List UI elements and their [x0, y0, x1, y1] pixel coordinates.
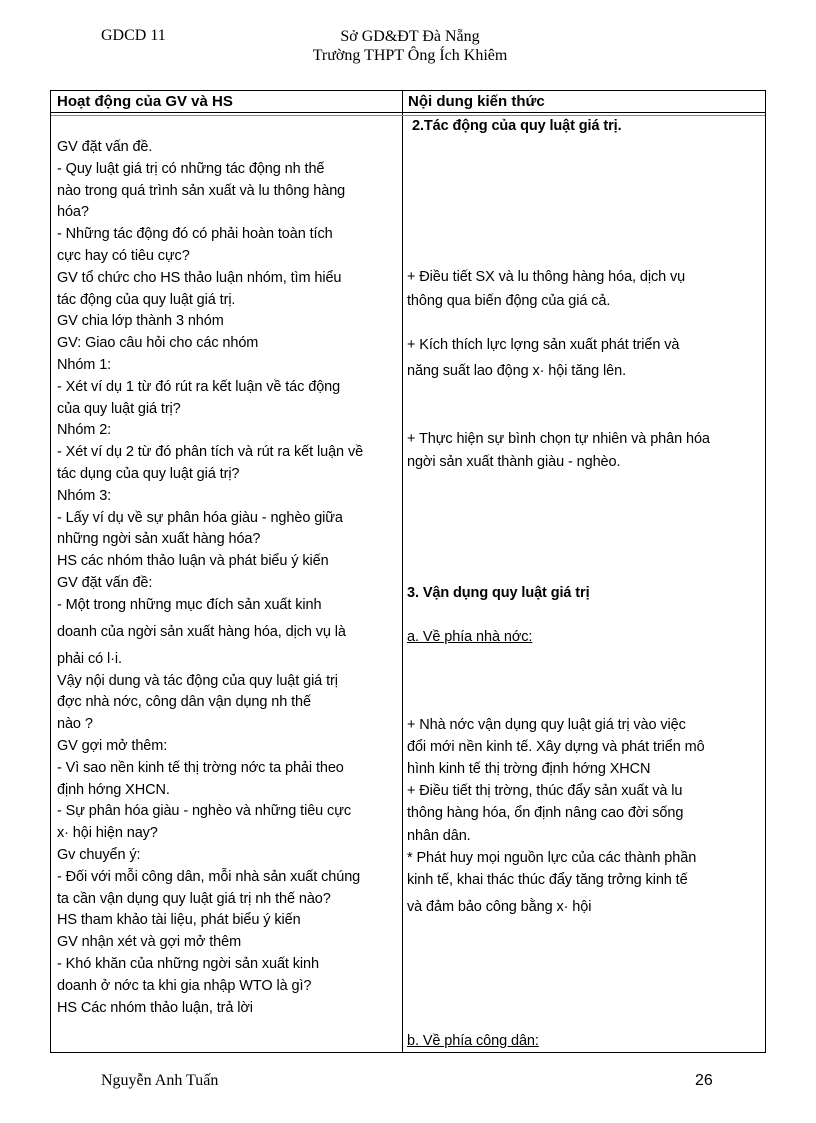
state-application-line: kinh tế, khai thác thúc đẩy tăng trởng kinh tế	[407, 872, 688, 888]
state-application-line: * Phát huy mọi nguồn lực của các thành phần	[407, 850, 697, 866]
activity-line: - Quy luật giá trị có những tác động nh thế	[57, 160, 325, 177]
state-application-line: hình kinh tế thị trờng định hớng XHCN	[407, 761, 651, 777]
effect-2-line-2: năng suất lao động x· hội tăng lên.	[407, 363, 626, 379]
header-org-line2: Trường THPT Ông Ích Khiêm	[312, 47, 508, 64]
subsection-a-state: a. Về phía nhà nớc:	[407, 629, 533, 645]
activity-line: Gv chuyển ý:	[57, 847, 141, 863]
lesson-table	[50, 90, 766, 1053]
column-header-content: Nội dung kiến thức	[408, 93, 545, 110]
section-heading-2: 2.Tác động của quy luật giá trị.	[412, 118, 622, 134]
header-organization	[260, 27, 560, 65]
activity-line: GV tổ chức cho HS thảo luận nhóm, tìm hiểu	[57, 269, 342, 286]
effect-3-line-2: ngời sản xuất thành giàu - nghèo.	[407, 454, 621, 470]
activity-line: đợc nhà nớc, công dân vận dụng nh thế	[57, 694, 311, 711]
activity-line: - Khó khăn của những ngời sản xuất kinh	[57, 956, 319, 972]
activity-line: doanh ở nớc ta khi gia nhập WTO là gì?	[57, 977, 312, 994]
activity-line: Nhóm 1:	[57, 357, 112, 373]
activity-line: GV chia lớp thành 3 nhóm	[57, 313, 224, 330]
state-application-line: đổi mới nền kinh tế. Xây dựng và phát triển mô	[407, 739, 705, 755]
activity-line: - Xét ví dụ 2 từ đó phân tích và rút ra kết luận về	[57, 444, 364, 461]
activity-line: nào ?	[57, 716, 93, 733]
activity-line: định hớng XHCN.	[57, 781, 170, 798]
activity-line: Nhóm 3:	[57, 487, 112, 504]
activity-line: doanh của ngời sản xuất hàng hóa, dịch vụ là	[57, 623, 346, 640]
state-application-line: + Điều tiết thị trờng, thúc đẩy sản xuất và lu	[407, 783, 683, 799]
subsection-b-citizen: b. Về phía công dân:	[407, 1033, 539, 1049]
activity-line: cực hay có tiêu cực?	[57, 248, 190, 264]
header-row-divider	[51, 112, 765, 113]
activity-line: Vậy nội dung và tác động của quy luật giá trị	[57, 672, 338, 689]
activity-line: - Xét ví dụ 1 từ đó rút ra kết luận về tác động	[57, 378, 341, 395]
column-header-activities: Hoạt động của GV và HS	[57, 93, 233, 110]
activity-line: tác động của quy luật giá trị.	[57, 291, 236, 308]
activity-line: GV nhận xét và gợi mở thêm	[57, 934, 242, 951]
state-application-line: và đảm bảo công bằng x· hội	[407, 899, 592, 915]
activity-line: phải có l·i.	[57, 650, 122, 667]
page-number: 26	[695, 1072, 713, 1089]
footer-author: Nguyễn Anh Tuấn	[101, 1072, 219, 1089]
activity-line: - Đối với mỗi công dân, mỗi nhà sản xuất chúng	[57, 868, 361, 885]
activity-line: HS các nhóm thảo luận và phát biểu ý kiến	[57, 553, 329, 570]
activity-line: GV: Giao câu hỏi cho các nhóm	[57, 335, 259, 352]
activity-line: HS Các nhóm thảo luận, trả lời	[57, 999, 253, 1016]
activity-line: GV đặt vấn đề:	[57, 575, 153, 591]
activity-line: Nhóm 2:	[57, 422, 112, 439]
activity-line: - Lấy ví dụ về sự phân hóa giàu - nghèo giữa	[57, 509, 343, 526]
header-row-divider-dotted	[51, 115, 765, 116]
section-heading-3: 3. Vận dụng quy luật giá trị	[407, 585, 590, 601]
activity-line: những ngời sản xuất hàng hóa?	[57, 531, 261, 548]
effect-1-line-2: thông qua biến động của giá cả.	[407, 293, 611, 309]
activity-line: hóa?	[57, 204, 89, 221]
activity-line: - Những tác động đó có phải hoàn toàn tích	[57, 226, 333, 243]
column-divider	[402, 91, 403, 1052]
activity-line: x· hội hiện nay?	[57, 825, 158, 842]
activity-line: HS tham khảo tài liệu, phát biểu ý kiến	[57, 912, 301, 929]
header-subject: GDCD 11	[101, 27, 166, 44]
activity-line: nào trong quá trình sản xuất và lu thông hàng	[57, 182, 346, 199]
effect-2-line-1: + Kích thích lực lợng sản xuất phát triển và	[407, 337, 680, 353]
activity-line: GV đặt vấn đề.	[57, 139, 153, 155]
activity-line: của quy luật giá trị?	[57, 400, 181, 417]
activity-line: tác dụng của quy luật giá trị?	[57, 466, 240, 482]
state-application-line: nhân dân.	[407, 828, 471, 844]
activity-line: - Sự phân hóa giàu - nghèo và những tiêu cực	[57, 803, 351, 820]
activity-line: ta cần vận dụng quy luật giá trị nh thế nào?	[57, 890, 331, 907]
activity-line: - Một trong những mục đích sản xuất kinh	[57, 596, 322, 613]
activity-line: GV gợi mở thêm:	[57, 738, 168, 754]
effect-1-line-1: + Điều tiết SX và lu thông hàng hóa, dịch vụ	[407, 269, 686, 285]
effect-3-line-1: + Thực hiện sự bình chọn tự nhiên và phân hóa	[407, 431, 710, 447]
activity-line: - Vì sao nền kinh tế thị trờng nớc ta phải theo	[57, 759, 344, 776]
header-org-line1: Sở GD&ĐT Đà Nẵng	[340, 28, 480, 45]
state-application-line: thông hàng hóa, ổn định nâng cao đời sống	[407, 805, 684, 821]
state-application-line: + Nhà nớc vận dụng quy luật giá trị vào việc	[407, 717, 686, 733]
